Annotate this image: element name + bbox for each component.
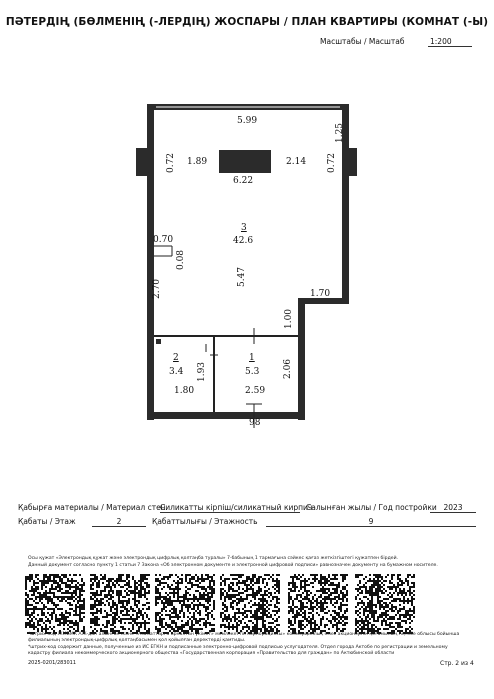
dim-left-lower: 2.70	[152, 278, 163, 300]
dim-left-window: 0.72	[166, 152, 177, 174]
dim-step-width: 1.70	[310, 289, 331, 299]
dim-step-height: 1.00	[284, 308, 295, 330]
scale-label: Масштабы / Масштаб	[320, 37, 405, 46]
barcode-2	[90, 574, 150, 634]
wall-right-lower	[298, 298, 305, 420]
barcode-1	[25, 574, 85, 634]
room-2-number: 2	[173, 353, 179, 363]
dim-kitchen-left: 1.89	[187, 157, 208, 167]
document-number: 2025-0201/283011	[28, 660, 77, 666]
dim-kitchen-width: 6.22	[233, 176, 254, 186]
floors-value: 9	[266, 517, 476, 527]
notice-kz: Осы құжат «Электрондық құжат және электрондық цифрлық қолтаңба туралы» 7-бабының 1 тармағына сәйкес қағаз жеткізгіштегі құжатпен бірдей.	[28, 556, 399, 561]
scale-value: 1:200	[430, 37, 452, 46]
wall-bottom	[147, 412, 305, 419]
barcode-5	[288, 574, 348, 634]
barcode-3	[155, 574, 215, 634]
material-value: Силикатты кірпіш/силикатный кирпич	[160, 503, 313, 512]
dim-height-center: 5.47	[237, 266, 248, 288]
footer-note-ru: *штрих-код содержит данные, полученные из ИС ЕГКН и подписанные электронно-цифровой подписью услугодателя. Отдел города Актобе по регистрации и земельному кадастру филиала некоммерческого акционерного общества «Государственная корпорация «Правительство для граждан» по Актюбинской области	[28, 645, 448, 656]
dim-kitchen-right: 2.14	[286, 157, 307, 167]
year-value: 2023	[430, 503, 476, 513]
dim-niche-width: 0.70	[153, 235, 174, 245]
room-3-area: 42.6	[233, 236, 254, 246]
dim-hall-height: 2.06	[283, 358, 294, 380]
floors-label: Қабаттылығы / Этажность	[152, 517, 258, 526]
dim-right-window: 0.72	[327, 152, 338, 174]
barcode-4	[220, 574, 280, 634]
room-1-area: 5.3	[245, 367, 260, 377]
floor-label: Қабаты / Этаж	[18, 517, 76, 526]
room-2-area: 3.4	[169, 367, 184, 377]
dim-bath-height: 1.93	[197, 361, 208, 383]
door-mark: 98	[249, 418, 261, 428]
dim-hall-width: 2.59	[245, 386, 266, 396]
dim-bath-width: 1.80	[174, 386, 195, 396]
dim-top-width: 5.99	[237, 116, 258, 126]
dim-right-top: 1.25	[335, 122, 346, 144]
window-left	[136, 148, 150, 176]
dim-niche-depth: 0.08	[176, 249, 187, 271]
window-right	[343, 148, 357, 176]
bath-corner	[156, 339, 161, 344]
page-number: Стр. 2 из 4	[440, 660, 474, 667]
notice-ru: Данный документ согласно пункту 1 статьи 7 Закона «Об электронном документе и электронной цифровой подписи» равнозначен документу на бумажном носителе.	[28, 563, 438, 568]
year-label: Салынған жылы / Год постройки	[306, 503, 437, 512]
material-label: Қабырға материалы / Материал стен	[18, 503, 166, 512]
page-title: ПӘТЕРДІҢ (БӨЛМЕНІҢ (-ЛЕРДІҢ) ЖОСПАРЫ / ПЛАН КВАРТИРЫ (КОМНАТ (-Ы)	[5, 16, 489, 28]
room-1-number: 1	[249, 353, 255, 363]
barcode-6	[355, 574, 415, 634]
footer-note-kz: *штрих-код ЖМБМК АЖ-дан алынған және «Азаматтарға арналған үкімет» мемлекеттік корпорациясы» коммерциялық емес акционерлік қоғамының Ақтөбе облысы бойынша филиалының электрондық-цифрлық қолтаңбасымен қол қойылған деректерді қамтиды.	[28, 632, 460, 643]
floor-value: 2	[92, 517, 146, 527]
room-3-number: 3	[241, 223, 247, 233]
kitchen-block	[219, 150, 271, 173]
